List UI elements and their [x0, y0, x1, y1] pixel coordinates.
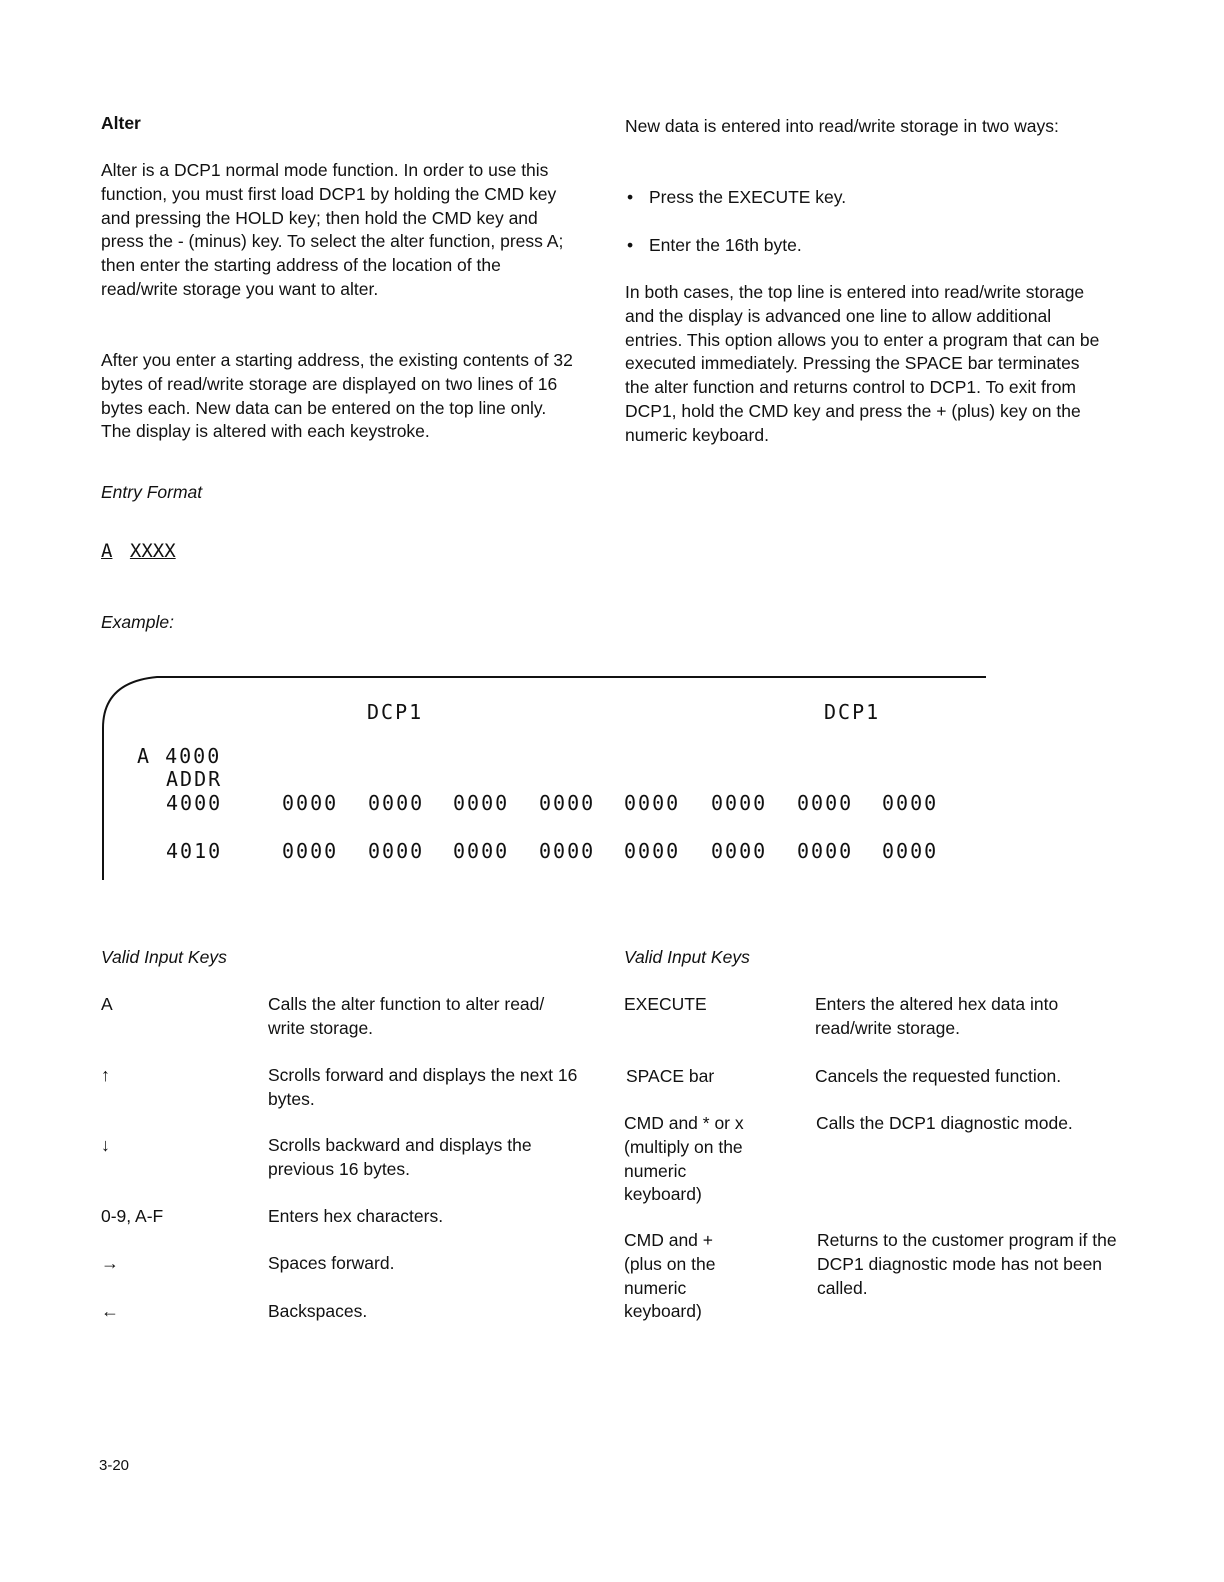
- data-cell: 0000: [368, 839, 425, 863]
- data-cell: 0000: [453, 791, 510, 815]
- screen-header-left: DCP1: [367, 700, 424, 724]
- data-cell: 0000: [282, 791, 339, 815]
- screen-input-line: A 4000: [137, 744, 222, 768]
- valid-keys-title-left: Valid Input Keys: [101, 947, 227, 967]
- section-heading: Alter: [101, 113, 141, 133]
- screen-header-right: DCP1: [824, 700, 881, 724]
- key-description: Calls the alter function to alter read/ write storage.: [268, 994, 545, 1038]
- key-description: Cancels the requested function.: [815, 1066, 1062, 1086]
- entry-format-argument: XXXX: [129, 540, 176, 562]
- data-cell: 0000: [797, 791, 854, 815]
- data-cell: 0000: [882, 839, 939, 863]
- data-cell: 0000: [624, 839, 681, 863]
- key-description: Enters hex characters.: [268, 1206, 444, 1226]
- key-description: Scrolls forward and displays the next 16 bytes.: [268, 1065, 578, 1109]
- entry-format-label: Entry Format: [101, 482, 203, 502]
- key-name: 0-9, A-F: [101, 1206, 164, 1226]
- right-arrow-icon: →: [101, 1253, 119, 1273]
- data-cell: 0000: [624, 791, 681, 815]
- data-cell: 0000: [368, 791, 425, 815]
- intro-paragraph: Alter is a DCP1 normal mode function. In order to use this function, you must first load DCP1 by holding the CMD key and pressing the HOLD key; then hold the CMD key and press the - (minus) key. To select the alter function, press A; then enter the starting address of the location of the read/write storage you want to alter.: [101, 160, 564, 299]
- up-arrow-icon: ↑: [101, 1065, 110, 1085]
- entry-methods-list: [625, 186, 1085, 258]
- data-cell: 0000: [711, 839, 768, 863]
- data-cell: 0000: [282, 839, 339, 863]
- bullet-item: • Enter the 16th byte.: [625, 234, 1085, 258]
- key-description: Returns to the customer program if the DCP1 diagnostic mode has not been called.: [817, 1230, 1117, 1298]
- key-name: CMD and + (plus on the numeric keyboard): [624, 1230, 716, 1322]
- data-cell: 0000: [539, 791, 596, 815]
- example-label: Example:: [101, 612, 174, 632]
- data-cell: 0000: [882, 791, 939, 815]
- key-description: Spaces forward.: [268, 1253, 395, 1273]
- key-description: Enters the altered hex data into read/write storage.: [815, 994, 1059, 1038]
- both-cases-paragraph: In both cases, the top line is entered into read/write storage and the display is advanced one line to allow additional entries. This option allows you to enter a program that can be executed immediately. Pressing the SPACE bar terminates the alter function and returns control to DCP1. To exit from DCP1, hold the CMD key and press the + (plus) key on the numeric keyboard.: [625, 282, 1100, 445]
- new-data-intro: New data is entered into read/write storage in two ways:: [625, 116, 1059, 136]
- screen-addr-label: ADDR: [166, 767, 223, 791]
- data-cell: 0000: [797, 839, 854, 863]
- key-name: CMD and * or x (multiply on the numeric keyboard): [624, 1113, 744, 1205]
- valid-keys-title-right: Valid Input Keys: [624, 947, 750, 967]
- left-arrow-icon: ←: [101, 1301, 119, 1321]
- key-name: A: [101, 994, 113, 1014]
- entry-format-command: A: [101, 540, 113, 562]
- data-cell: 0000: [453, 839, 510, 863]
- key-description: Calls the DCP1 diagnostic mode.: [816, 1113, 1073, 1133]
- entry-format-syntax: [101, 539, 176, 563]
- key-description: Scrolls backward and displays the previous 16 bytes.: [268, 1135, 532, 1179]
- row-address: 4010: [166, 839, 223, 863]
- bullet-item: • Press the EXECUTE key.: [625, 186, 1085, 210]
- data-cell: 0000: [539, 839, 596, 863]
- key-description: Backspaces.: [268, 1301, 368, 1321]
- contents-paragraph: After you enter a starting address, the existing contents of 32 bytes of read/write storage are displayed on two lines of 16 bytes each. New data can be entered on the top line only. The display is altered with each keystroke.: [101, 350, 573, 442]
- page-number: 3-20: [99, 1457, 130, 1474]
- data-cell: 0000: [711, 791, 768, 815]
- down-arrow-icon: ↓: [101, 1135, 110, 1155]
- key-name: EXECUTE: [624, 994, 707, 1014]
- row-address: 4000: [166, 791, 223, 815]
- key-name: SPACE bar: [626, 1066, 715, 1086]
